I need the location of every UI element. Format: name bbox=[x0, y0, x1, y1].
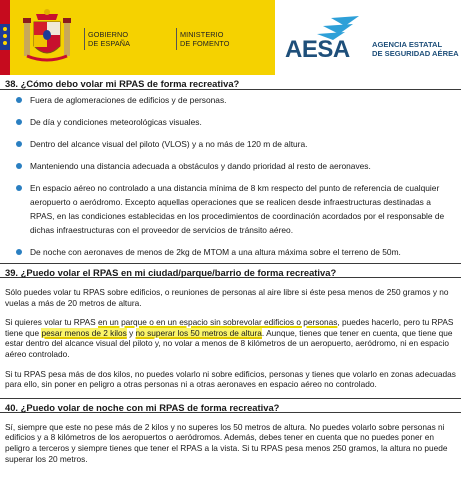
highlighted-text: pesar menos de 2 kilos bbox=[41, 327, 127, 338]
list-item bbox=[0, 159, 461, 173]
header-divider bbox=[84, 28, 85, 50]
question-39-paragraph-1: Sólo puedes volar tu RPAS sobre edificios, o reuniones de personas al aire libre si éste pesa menos de 250 gramos y no vuelas a más de 20 metros de altura. bbox=[5, 287, 449, 308]
ministry-line-1: MINISTERIO bbox=[180, 30, 224, 39]
spain-flag-strip bbox=[0, 0, 10, 75]
question-40-title: 40. ¿Puedo volar de noche con mi RPAS de forma recreativa? bbox=[0, 398, 461, 413]
bullet-icon bbox=[16, 97, 22, 103]
bullet-icon bbox=[16, 163, 22, 169]
list-item bbox=[0, 93, 461, 107]
bullet-icon bbox=[16, 185, 22, 191]
list-item-text: Dentro del alcance visual del piloto (VLOS) y a no más de 120 m de altura. bbox=[30, 139, 308, 149]
question-39-title: 39. ¿Puedo volar el RPAS en mi ciudad/parque/barrio de forma recreativa? bbox=[0, 263, 461, 278]
list-item bbox=[0, 181, 461, 237]
list-item-text: De noche con aeronaves de menos de 2kg de MTOM a una altura máxima sobre el terreno de 50m. bbox=[30, 247, 401, 257]
text-span: . Aunque, tienes que tener en cuenta, que tiene que estar dentro del alcance visual del piloto y, no volar a menos de 8 kilómetros de un aeropuerto, aeródromo, ni en espacio aéreo controlado. bbox=[5, 327, 453, 359]
question-38-title: 38. ¿Cómo debo volar mi RPAS de forma recreativa? bbox=[0, 75, 461, 90]
list-item-text: De día y condiciones meteorológicas visuales. bbox=[30, 117, 202, 127]
highlighted-text: no superar los 50 metros de altura bbox=[135, 327, 262, 338]
gov-line-1: GOBIERNO bbox=[88, 30, 129, 39]
gov-line-2: DE ESPAÑA bbox=[88, 39, 131, 48]
aesa-wordmark: AESA bbox=[285, 36, 350, 63]
header-banner bbox=[0, 0, 461, 75]
list-item bbox=[0, 137, 461, 151]
aesa-agency-name bbox=[372, 40, 459, 58]
list-item-text: Fuera de aglomeraciones de edificios y de personas. bbox=[30, 95, 227, 105]
question-39-paragraph-3: Si tu RPAS pesa más de dos kilos, no puedes volarlo ni sobre edificios, personas y tienes que volarlo en zonas adecuadas para ello, sin poner en peligro a otras personas ni a otras aeronaves en espacio aéreo no controlado. bbox=[5, 368, 456, 390]
faq-content bbox=[0, 75, 461, 464]
aesa-line-2: DE SEGURIDAD AÉREA bbox=[372, 49, 459, 58]
list-item bbox=[0, 115, 461, 129]
bullet-icon bbox=[16, 119, 22, 125]
ministry-label bbox=[180, 30, 230, 48]
text-span: y bbox=[126, 327, 136, 338]
text-span: Si quieres volar tu RPAS bbox=[5, 317, 98, 328]
question-39-paragraph-2 bbox=[0, 317, 461, 359]
question-40-paragraph-1: Sí, siempre que este no pese más de 2 kilos y no superes los 50 metros de altura. No puedes volarlo sobre personas ni edificios y a 8 kilómetros de los aeropuertos o aeródromos. Además, debes tener en cuenta que no puedes poner en peligro a terceros y siempre tienes que tener el RPAS a la vista. Si tu RPAS pesa menos 250 gramos, la altura no puede superar los 20 metros. bbox=[5, 421, 448, 464]
bullet-icon bbox=[16, 249, 22, 255]
highlighted-text: en un parque o en un espacio sin sobrevolar edificios o personas bbox=[98, 317, 338, 328]
list-item bbox=[0, 245, 461, 259]
aesa-logo-block bbox=[275, 0, 461, 75]
government-label bbox=[88, 30, 130, 48]
list-item-text: Manteniendo una distancia adecuada a obstáculos y dando prioridad al resto de aeronaves. bbox=[30, 161, 371, 171]
bullet-icon bbox=[16, 141, 22, 147]
list-item-text: En espacio aéreo no controlado a una distancia mínima de 8 km respecto del punto de referencia de cualquier aeropuerto o aeródromo. Excepto aquellas operaciones que se realicen desde infraestructuras destinadas a RPAS, en las condiciones establecidas en los procedimientos de coordinación acordados por el responsable de dichas infraestructuras con el proveedor de servicios de tránsito aéreo. bbox=[30, 183, 445, 235]
question-38-list bbox=[0, 90, 461, 259]
text-span: , puedes hacerlo, pero tu RPAS tiene que bbox=[5, 317, 454, 338]
header-divider bbox=[176, 28, 177, 50]
spain-coat-of-arms-icon bbox=[22, 8, 72, 66]
ministry-line-2: DE FOMENTO bbox=[180, 39, 230, 48]
aesa-line-1: AGENCIA ESTATAL bbox=[372, 40, 443, 49]
